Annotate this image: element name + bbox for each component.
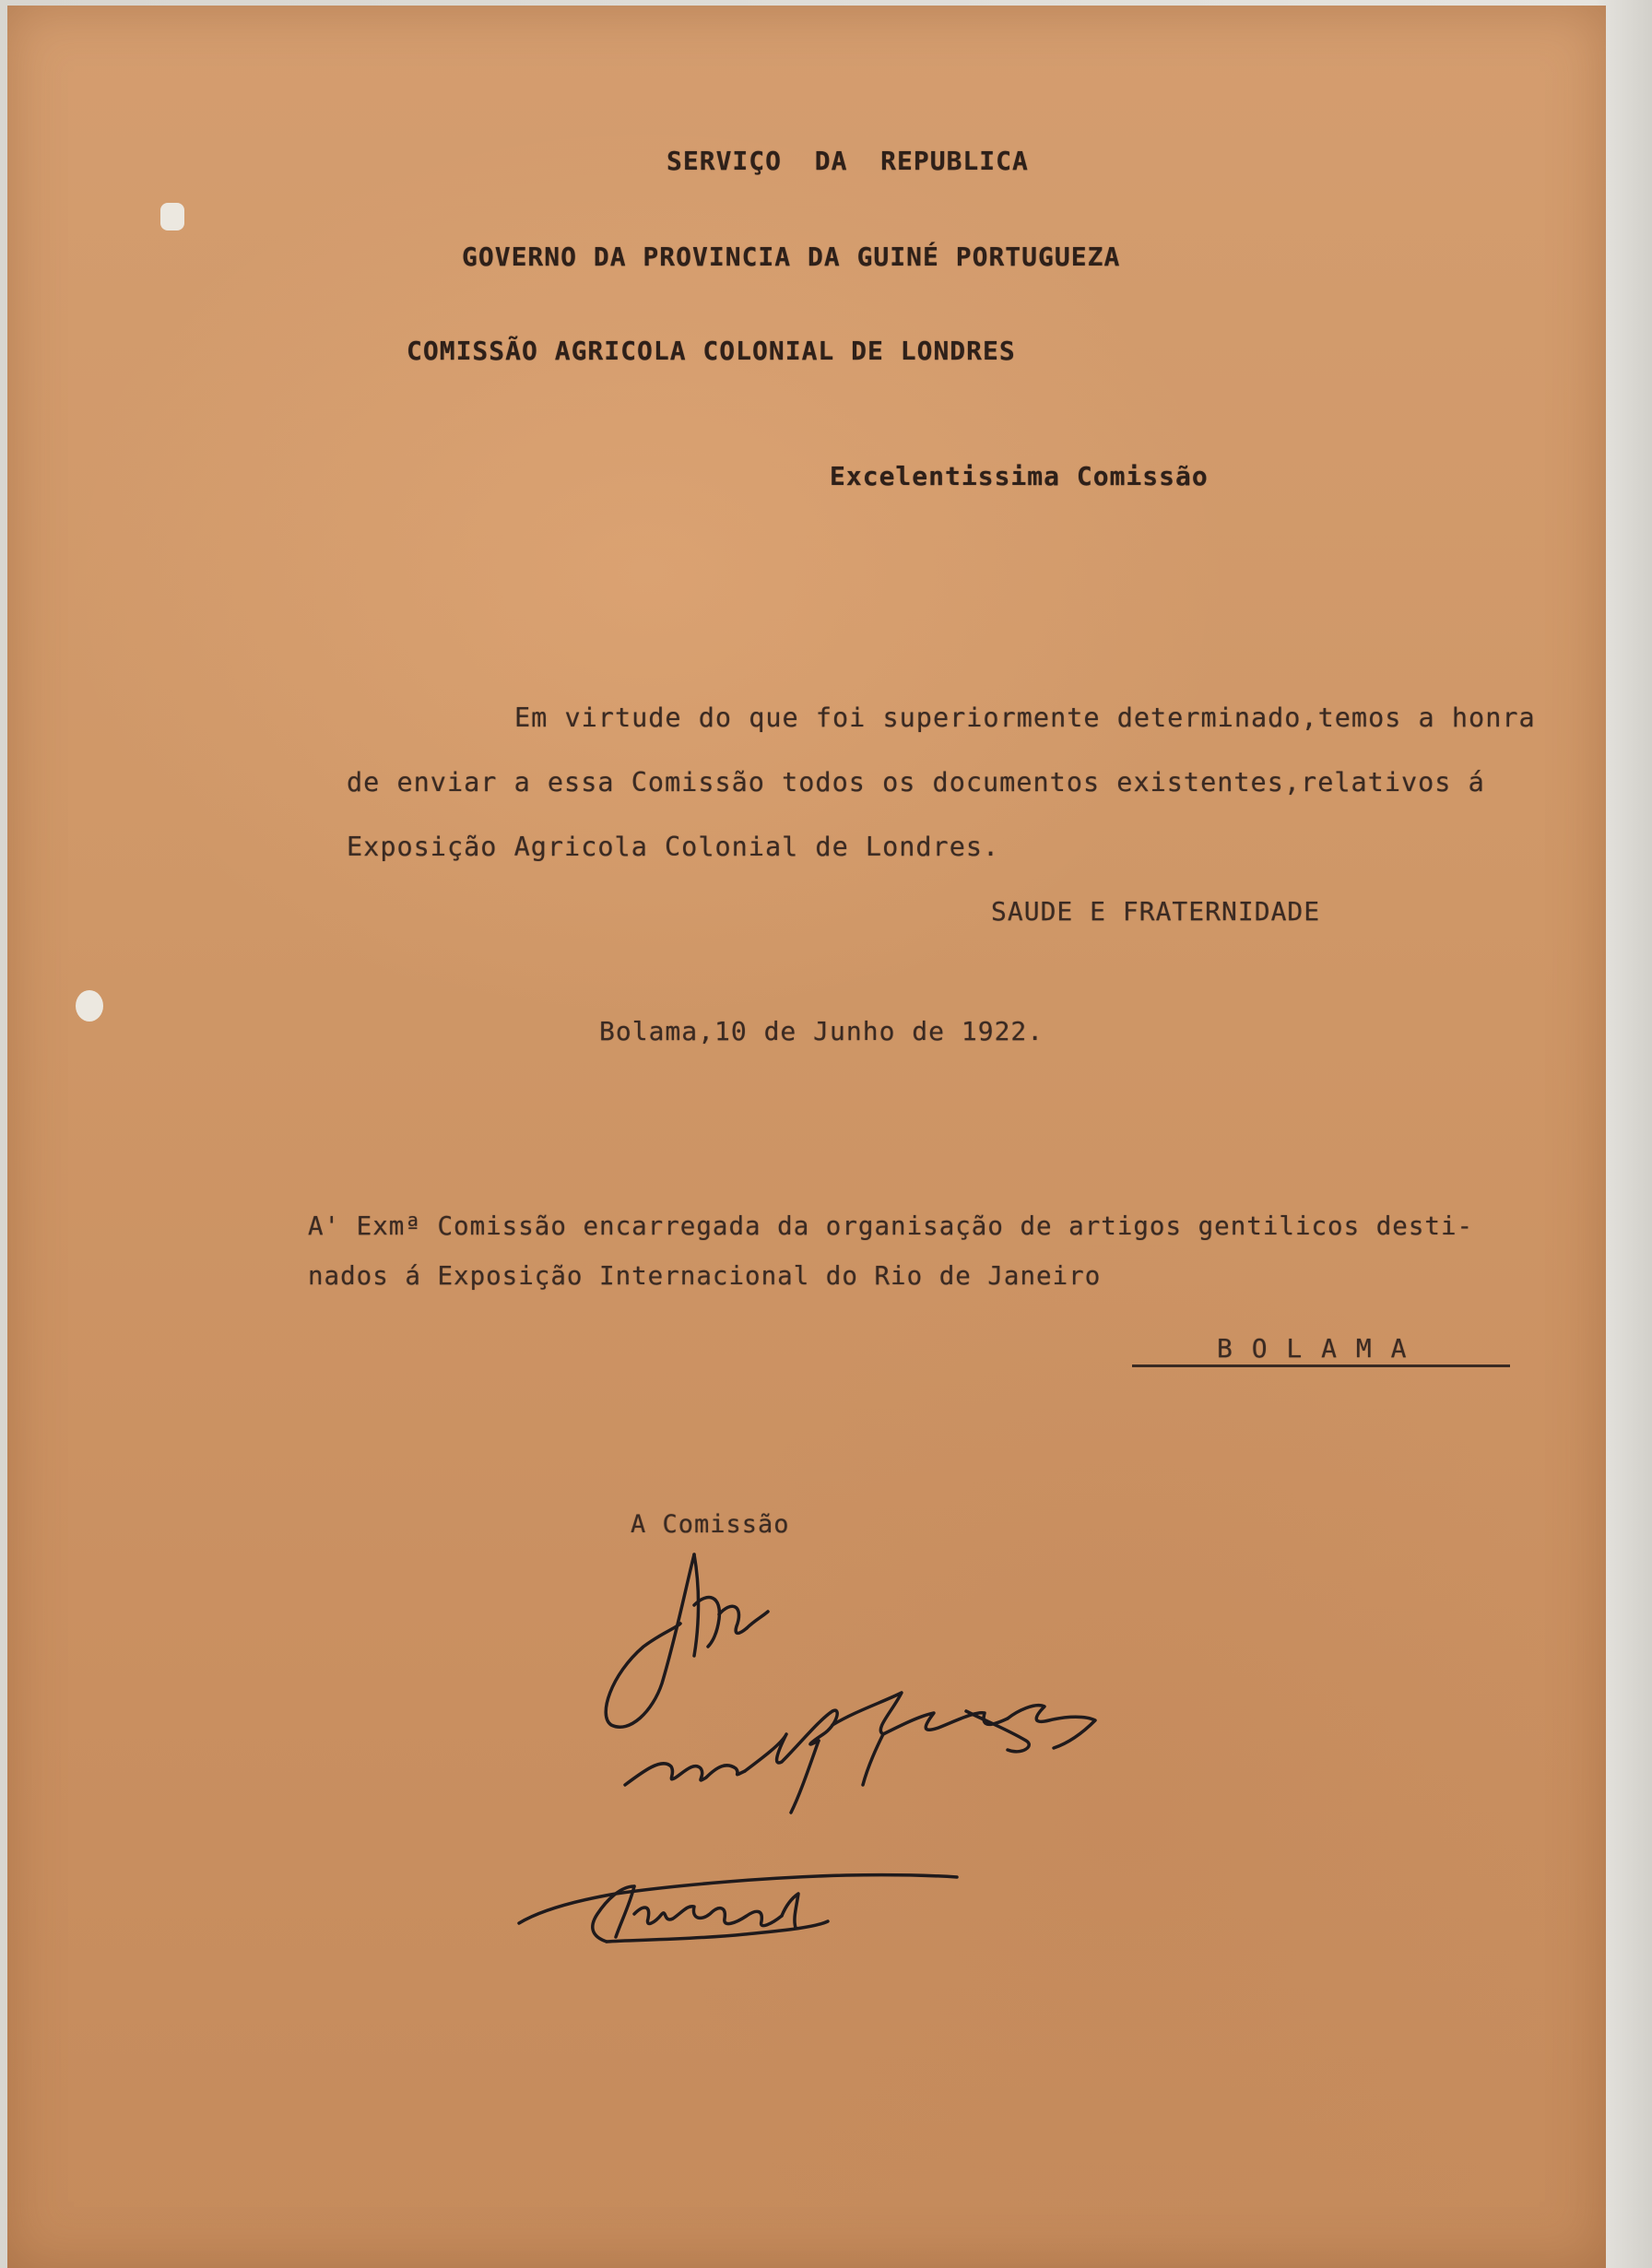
body-line-3: Exposição Agricola Colonial de Londres.: [347, 832, 1000, 862]
place-date: Bolama,10 de Junho de 1922.: [599, 1016, 1044, 1046]
body-line-1: Em virtude do que foi superiormente determinado,temos a honra: [514, 703, 1536, 733]
closing-greeting: SAUDE E FRATERNIDADE: [991, 896, 1321, 927]
addressee-line-2: nados á Exposição Internacional do Rio de Janeiro: [308, 1261, 1102, 1291]
signature-label: A Comissão: [631, 1510, 790, 1539]
city-underline: [1132, 1364, 1510, 1367]
body-line-2: de enviar a essa Comissão todos os documentos existentes,relativos á: [347, 767, 1485, 797]
addressee-line-1: A' Exmª Comissão encarregada da organisação de artigos gentilicos desti-: [308, 1211, 1474, 1241]
punch-hole: [76, 990, 103, 1022]
handwritten-signatures: [505, 1536, 1243, 1979]
header-line-commission: COMISSÃO AGRICOLA COLONIAL DE LONDRES: [407, 336, 1016, 366]
salutation: Excelentissima Comissão: [830, 461, 1209, 491]
header-line-government: GOVERNO DA PROVINCIA DA GUINÉ PORTUGUEZA: [462, 242, 1121, 272]
addressee-city: B O L A M A: [1217, 1333, 1409, 1364]
letter-sheet: [7, 6, 1606, 2268]
paper-tear: [160, 203, 184, 230]
header-line-republic: SERVIÇO DA REPUBLICA: [667, 146, 1029, 176]
